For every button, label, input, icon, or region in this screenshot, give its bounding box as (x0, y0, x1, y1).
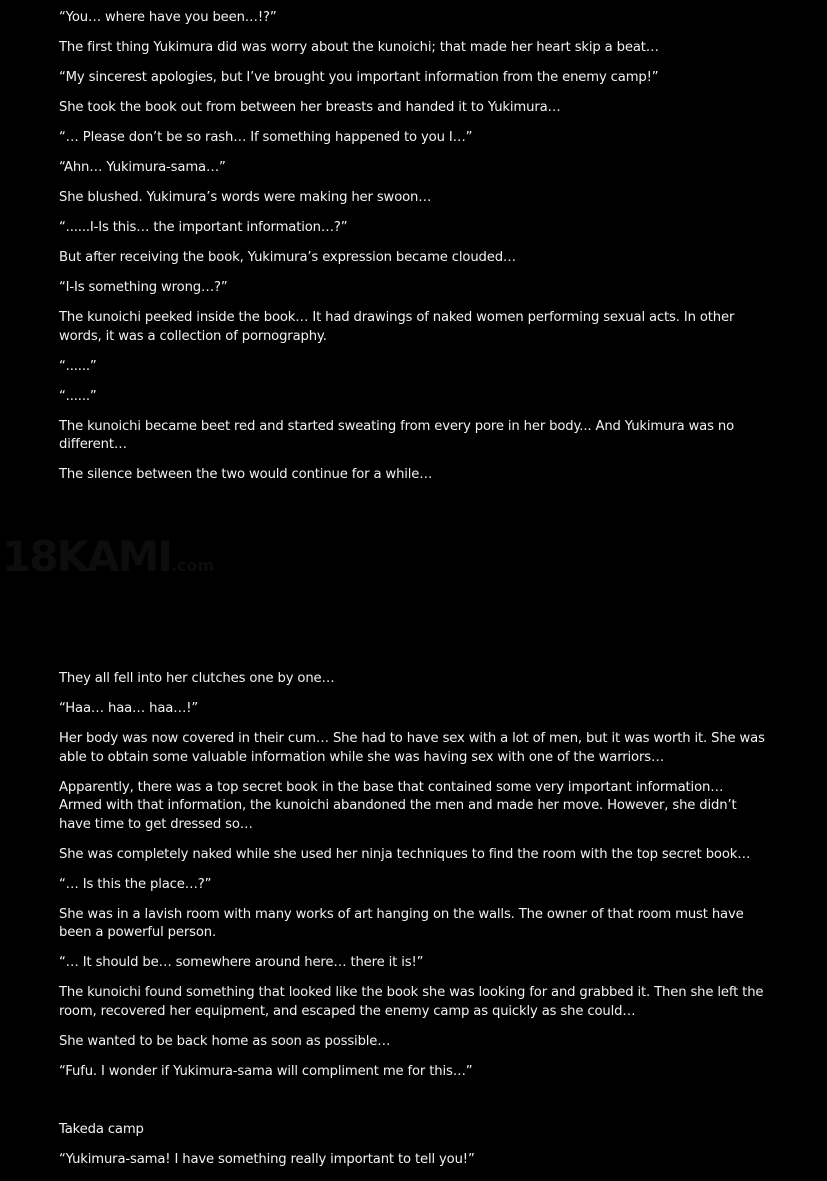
text-block-end (59, 1121, 769, 1181)
paragraph: The kunoichi found something that looked like the book she was looking for and grabbed it. Then she left the room, recovered her equipment, and escaped the enemy camp as quickly as she could… (59, 985, 764, 1019)
paragraph: “… Please don’t be so rash… If something happened to you I…” (59, 130, 473, 145)
paragraph: “Haa… haa… haa…!” (59, 701, 199, 716)
paragraph: “You… where have you been…!?” (59, 10, 277, 25)
paragraph: “I-Is something wrong…?” (59, 280, 228, 295)
paragraph: The kunoichi became beet red and started sweating from every pore in her body... And Yukimura was no different… (59, 418, 735, 452)
paragraph: “Fufu. I wonder if Yukimura-sama will compliment me for this…” (59, 1063, 473, 1079)
paragraph: But after receiving the book, Yukimura’s expression became clouded… (59, 250, 516, 265)
scene-heading: Takeda camp (59, 1122, 144, 1137)
paragraph: She took the book out from between her breasts and handed it to Yukimura… (59, 100, 561, 115)
text-block-top (59, 9, 769, 496)
paragraph: She wanted to be back home as soon as possible… (59, 1033, 391, 1049)
watermark-domain: .com (170, 556, 215, 575)
paragraph: The silence between the two would continue for a while… (59, 467, 433, 482)
text-block-middle (59, 670, 769, 1093)
paragraph: She was completely naked while she used her ninja techniques to find the room with the top secret book… (59, 846, 751, 862)
paragraph: The first thing Yukimura did was worry about the kunoichi; that made her heart skip a beat… (59, 40, 659, 55)
paragraph: “… It should be… somewhere around here… there it is!” (59, 955, 424, 970)
paragraph: They all fell into her clutches one by one… (59, 671, 335, 686)
paragraph: “… Is this the place…?” (59, 876, 212, 892)
paragraph: “My sincerest apologies, but I’ve brought you important information from the enemy camp!” (59, 70, 659, 85)
watermark-main: 18KAMI (2, 532, 171, 581)
paragraph: “......” (59, 388, 97, 404)
paragraph: The kunoichi peeked inside the book… It had drawings of naked women performing sexual acts. In other words, it was a collection of pornography. (59, 310, 735, 344)
paragraph: “......I-Is this… the important information…?” (59, 220, 348, 235)
watermark-logo (2, 533, 214, 590)
paragraph: Her body was now covered in their cum… She had to have sex with a lot of men, but it was worth it. She was able to obtain some valuable information while she was having sex with one of the warriors… (59, 731, 765, 765)
paragraph: Apparently, there was a top secret book in the base that contained some very important information… Armed with that information, the kunoichi abandoned the men and made her move. However, she didn’t have time to get dressed so… (59, 779, 737, 832)
paragraph: She was in a lavish room with many works of art hanging on the walls. The owner of that room must have been a powerful person. (59, 906, 744, 940)
paragraph: She blushed. Yukimura’s words were making her swoon… (59, 190, 432, 205)
paragraph: “......” (59, 358, 97, 374)
paragraph: “Ahn… Yukimura-sama…” (59, 160, 226, 175)
paragraph: “Yukimura-sama! I have something really important to tell you!” (59, 1152, 475, 1167)
